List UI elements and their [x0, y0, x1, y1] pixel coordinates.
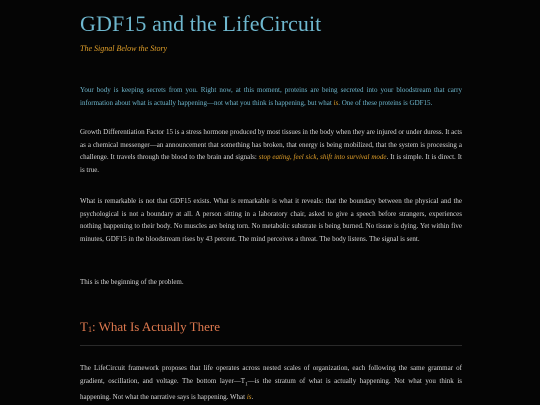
paragraph-4-subscript: 1 — [245, 381, 248, 387]
intro-text-after: . One of these proteins is GDF15. — [338, 98, 433, 107]
paragraph-4 — [80, 362, 462, 404]
paragraph-1 — [80, 126, 462, 176]
paragraph-1-emphasis: stop eating, feel sick, shift into survival mode — [258, 153, 387, 161]
intro-text-before: Your body is keeping secrets from you. Right now, at this moment, proteins are being secreted into your bloodstream that carry information about what is actually happening—not what you think is happening, but what — [80, 86, 462, 107]
paragraph-3: This is the beginning of the problem. — [80, 278, 184, 286]
section-heading — [80, 319, 220, 335]
section-heading-subscript: 1 — [87, 325, 92, 334]
page-subtitle: The Signal Below the Story — [80, 44, 168, 53]
paragraph-4-emphasis: is — [246, 393, 252, 402]
intro-paragraph — [80, 84, 462, 109]
paragraph-1-text-after: . It is simple. It is direct. It is true. — [80, 153, 463, 174]
paragraph-1-text-before: Growth Differentiation Factor 15 is a stress hormone produced by most tissues in the body when they are injured or under duress. It acts as a chemical messenger—an announcement that something has broken, that energy is being mobilized, that the system is processing a challenge. It travels through the blood to the brain and signals: — [80, 128, 462, 161]
section-divider — [80, 345, 462, 346]
page-title: GDF15 and the LifeCircuit — [80, 11, 322, 36]
paragraph-2: What is remarkable is not that GDF15 exists. What is remarkable is what it reveals: that the boundary between the physical and the psychological is not a boundary at all. A person sitting in a laboratory chair, asked to give a speech before strangers, experiences nothing happening to their body. No muscles are being torn. No metabolic substrate is being burned. No tissue is dying. Yet within five minutes, GDF15 in the bloodstream rises by 43 percent. The mind perceives a threat. The body listens. The signal is sent. — [80, 197, 462, 243]
paragraph-4-text-mid: —is the stratum of what is actually happening. Not what you think is happening. Not what the narrative says is happening. What — [80, 376, 462, 402]
paragraph-4-text-before: The LifeCircuit framework proposes that life operates across nested scales of organization, each following the same grammar of gradient, oscillation, and voltage. The bottom layer—T — [80, 364, 462, 385]
intro-emphasis: is — [333, 98, 339, 107]
section-heading-prefix: T — [80, 319, 88, 334]
paragraph-4-text-after: . — [251, 393, 254, 402]
section-heading-rest: : What Is Actually There — [91, 319, 220, 334]
